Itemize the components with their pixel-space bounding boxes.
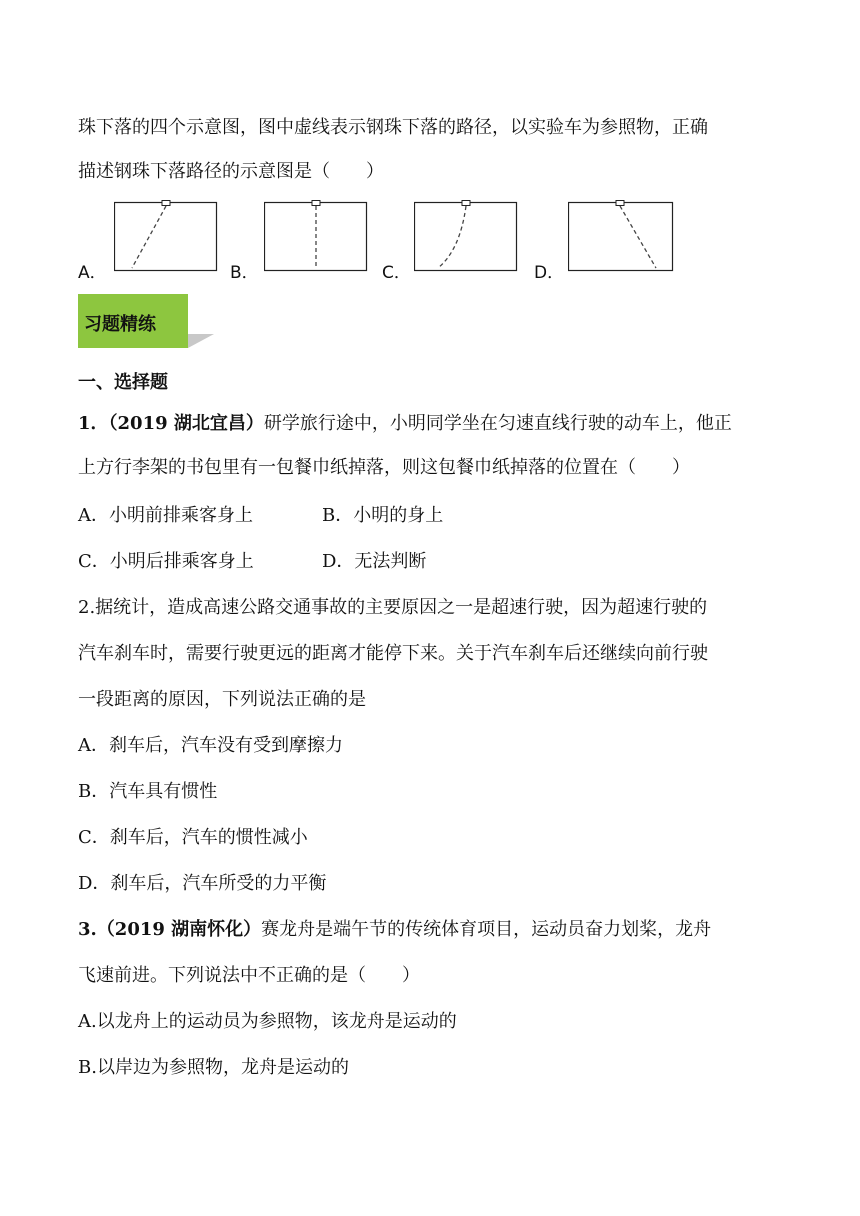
- section-title: 一、选择题: [78, 372, 168, 393]
- q3-line-2: 飞速前进。下列说法中不正确的是（ ）: [78, 965, 420, 986]
- figure-option-d: [568, 200, 674, 272]
- banner-title: 习题精练: [84, 314, 156, 335]
- figure-option-b: [264, 200, 368, 272]
- q1-source: （2019 湖北宜昌）: [108, 413, 264, 434]
- q1-option-c: C．小明后排乘客身上: [78, 551, 254, 572]
- figure-option-c: [414, 200, 518, 272]
- intro-line-2: 描述钢珠下落路径的示意图是（ ）: [78, 161, 384, 182]
- q1-line-2: 上方行李架的书包里有一包餐巾纸掉落，则这包餐巾纸掉落的位置在（ ）: [78, 457, 690, 478]
- q1-line-1: [78, 412, 732, 436]
- q1-number: 1．: [78, 413, 109, 434]
- q3-source: （2019 湖南怀化）: [96, 919, 262, 940]
- q2-line-2: 汽车刹车时，需要行驶更远的距离才能停下来。关于汽车刹车后还继续向前行驶: [78, 643, 708, 664]
- figure-option-a-label: A．: [78, 263, 107, 283]
- figure-option-d-label: D．: [534, 263, 565, 283]
- q2-line-1: 2.据统计，造成高速公路交通事故的主要原因之一是超速行驶，因为超速行驶的: [78, 597, 708, 618]
- q3-number: 3.: [78, 919, 97, 940]
- figure-option-b-label: B．: [230, 263, 259, 283]
- q3-text: 赛龙舟是端午节的传统体育项目，运动员奋力划桨，龙舟: [261, 919, 712, 940]
- figure-option-c-label: C．: [382, 263, 411, 283]
- figure-option-a: [114, 200, 218, 272]
- q2-option-d: D．刹车后，汽车所受的力平衡: [78, 873, 327, 894]
- q3-line-1: [78, 918, 711, 942]
- q1-text: 研学旅行途中，小明同学坐在匀速直线行驶的动车上，他正: [263, 413, 732, 434]
- q1-option-b: B．小明的身上: [322, 505, 444, 526]
- q2-option-b: B．汽车具有惯性: [78, 781, 218, 802]
- q2-option-a: A．刹车后，汽车没有受到摩擦力: [78, 735, 343, 756]
- q3-option-a: A.以龙舟上的运动员为参照物，该龙舟是运动的: [78, 1011, 457, 1032]
- q2-option-c: C．刹车后，汽车的惯性减小: [78, 827, 308, 848]
- intro-line-1: 珠下落的四个示意图，图中虚线表示钢珠下落的路径，以实验车为参照物，正确: [78, 117, 708, 138]
- q3-option-b: B.以岸边为参照物，龙舟是运动的: [78, 1057, 349, 1078]
- q1-option-a: A．小明前排乘客身上: [78, 505, 253, 526]
- q2-line-3: 一段距离的原因，下列说法正确的是: [78, 689, 366, 710]
- q1-option-d: D．无法判断: [322, 551, 427, 572]
